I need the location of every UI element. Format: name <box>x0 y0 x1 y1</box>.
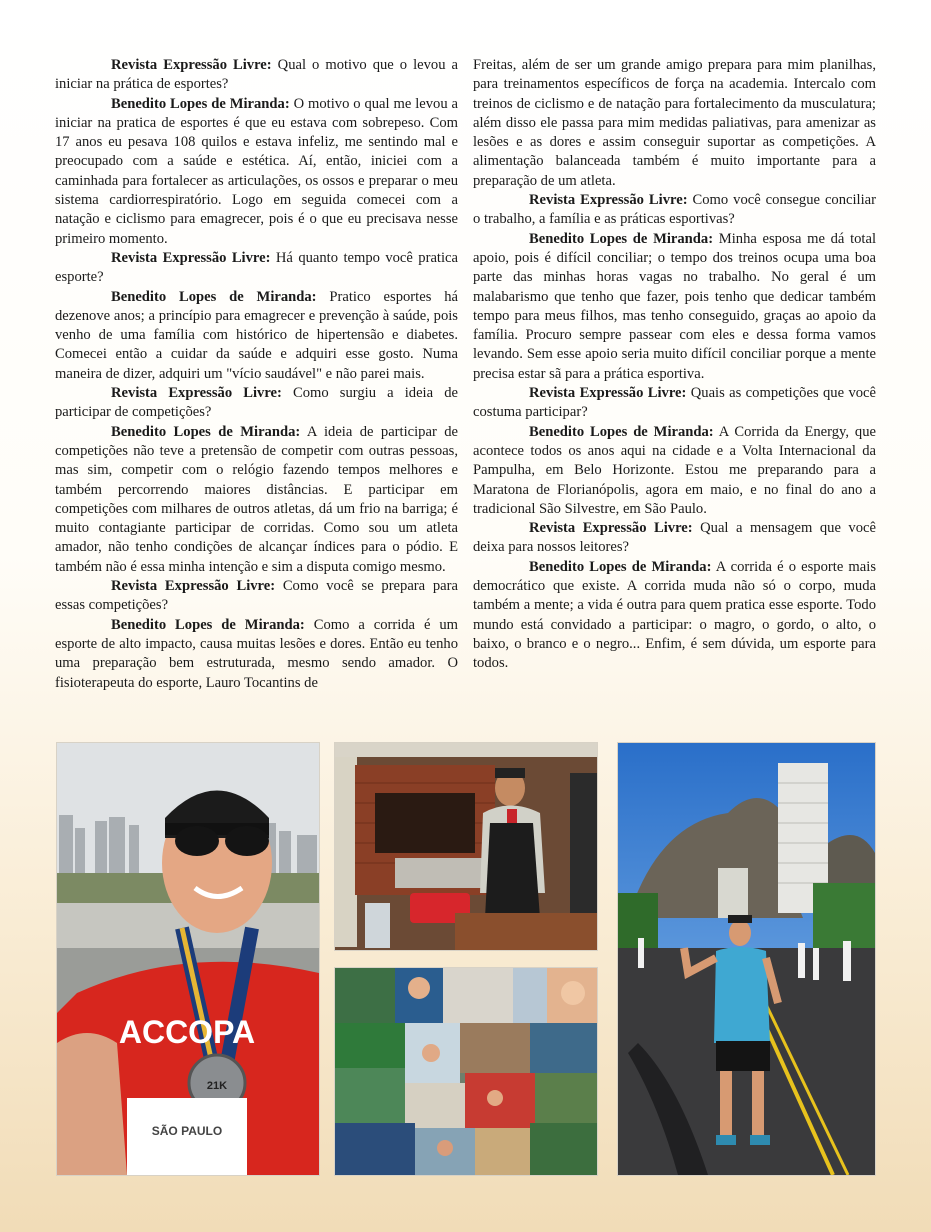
answer-paragraph <box>55 423 458 577</box>
answer-paragraph <box>473 558 876 674</box>
paragraph-text: Freitas, além de ser um grande amigo prepara para mim planilhas, para treinamentos específicos de força na academia. Intercalo com treinos de ciclismo e de natação para fortalecimento da musculatura; além disso ele passa para mim medidas paliativas, para amenizar as lesões e as dores e assim conseguir suportar as competições. A alimentação balanceada também é muito importante para a preparação de um atleta. <box>473 57 876 189</box>
interviewer-label: Revista Expressão Livre: <box>529 192 688 209</box>
question-paragraph <box>55 384 458 423</box>
paragraph-text: Há quanto tempo você pratica esporte? <box>55 249 458 286</box>
question-paragraph <box>55 249 458 288</box>
question-paragraph <box>473 384 876 423</box>
bib-text: SÃO PAULO <box>151 1124 223 1138</box>
answer-paragraph <box>55 288 458 384</box>
runner-race-photo <box>617 742 876 1176</box>
paragraph-text: Quais as competições que você costuma participar? <box>473 385 876 421</box>
interviewee-label: Benedito Lopes de Miranda: <box>529 230 714 247</box>
shirt-text: ACCOPA <box>118 1014 256 1050</box>
paragraph-text: A Corrida da Energy, que acontece todos os anos aqui na cidade e a Volta Internacional da Pampulha, em Belo Horizonte. Estou me preparando para a Maratona de Florianópolis, agora em maio, e no final do ano a tradicional São Silvestre, em São Paulo. <box>473 423 876 517</box>
answer-paragraph <box>473 230 876 384</box>
answer-paragraph <box>473 423 876 519</box>
race-collage-photo <box>334 967 598 1176</box>
paragraph-text: A corrida é o esporte mais democrático que existe. A corrida muda não só o corpo, muda também a mente; a vida é outra para quem pratica esse esporte. Todo mundo está convidado a participar: o magro, o gordo, o alto, o baixo, o branco e o negro... Enfim, é sem dúvida, um esporte para todos. <box>473 558 876 672</box>
interviewee-label: Benedito Lopes de Miranda: <box>529 423 714 440</box>
paragraph-text: Como a corrida é um esporte de alto impacto, causa muitas lesões e dores. Então eu tenho uma preparação bem estruturada, mesmo sendo amador. O fisioterapeuta do esporte, Lauro Tocantins de <box>55 616 459 691</box>
continued-paragraph <box>473 56 876 191</box>
answer-paragraph <box>55 95 458 249</box>
interviewer-label: Revista Expressão Livre: <box>529 385 687 402</box>
interviewer-label: Revista Expressão Livre: <box>111 249 271 266</box>
paragraph-text: Como surgiu a ideia de participar de competições? <box>55 385 458 421</box>
interviewer-label: Revista Expressão Livre: <box>529 520 693 537</box>
interviewee-label: Benedito Lopes de Miranda: <box>111 616 305 633</box>
question-paragraph <box>473 519 876 558</box>
paragraph-text: Qual o motivo que o levou a iniciar na prática de esportes? <box>55 57 458 93</box>
interviewer-label: Revista Expressão Livre: <box>111 578 276 595</box>
interviewer-label: Revista Expressão Livre: <box>111 57 272 73</box>
paragraph-text: O motivo o qual me levou a iniciar na pratica de esportes é que eu estava com sobrepeso. Com 17 anos eu pesava 108 quilos e estava infeliz, me sentindo mal e preocupado com a saúde e estética. Aí, então, iniciei com a caminhada para fortalecer as articulações, os ossos e preparar o meu sistema cardiorrespiratório. Logo em seguida comecei com a natação e ciclismo para emagrecer, pois é o que eu precisava nesse primeiro momento. <box>55 95 458 247</box>
grill-photo <box>334 742 598 951</box>
paragraph-text: A ideia de participar de competições não teve a pretensão de competir com outras pessoas, mas sim, competir com o relógio fazendo tempos melhores e também percorrendo maiores distâncias. E participar em competições com milhares de outros atletas, dá um frio na barriga; é muito contagiante participar de corridas. Como sou um atleta amador, não tenho condições de alcançar índices para o pódio. E também não é essa minha intenção e sim a disputa comigo mesmo. <box>55 423 458 575</box>
paragraph-text: Pratico esportes há dezenove anos; a princípio para emagrecer e prevenção à saúde, pois venho de uma família com histórico de hipertensão e diabetes. Comecei então a cuidar da saúde e adquiri esse gosto. Numa maneira de dizer, adquiri um "vício saudável" e não parei mais. <box>55 288 458 382</box>
paragraph-text: Como você consegue conciliar o trabalho, a família e as práticas esportivas? <box>473 192 876 228</box>
interviewee-label: Benedito Lopes de Miranda: <box>111 288 317 305</box>
answer-paragraph <box>55 616 458 693</box>
interview-left-column <box>55 56 458 693</box>
selfie-photo <box>56 742 320 1176</box>
interviewee-label: Benedito Lopes de Miranda: <box>529 558 712 575</box>
paragraph-text: Como você se prepara para essas competições? <box>55 578 458 614</box>
question-paragraph <box>473 191 876 230</box>
interview-right-column <box>473 56 876 674</box>
interviewee-label: Benedito Lopes de Miranda: <box>111 95 290 112</box>
question-paragraph <box>55 56 458 95</box>
interviewee-label: Benedito Lopes de Miranda: <box>111 423 301 440</box>
paragraph-text: Minha esposa me dá total apoio, pois é difícil conciliar; o tempo dos treinos ocupa uma boa parte das minhas horas vagas no trabalho. No geral é um malabarismo que tenho que fazer, pois tenho que dedicar também tempo para meus filhos, mas tenho conseguido, graças ao apoio da família. Procuro sempre passear com eles e dessa forma vamos levando. Sem esse apoio seria muito difícil conciliar porque a mente precisa estar sã para a prática esportiva. <box>473 230 877 382</box>
medal-text: 21K <box>206 1080 228 1092</box>
paragraph-text: Qual a mensagem que você deixa para nossos leitores? <box>473 520 876 556</box>
interviewer-label: Revista Expressão Livre: <box>111 385 282 402</box>
question-paragraph <box>55 577 458 616</box>
